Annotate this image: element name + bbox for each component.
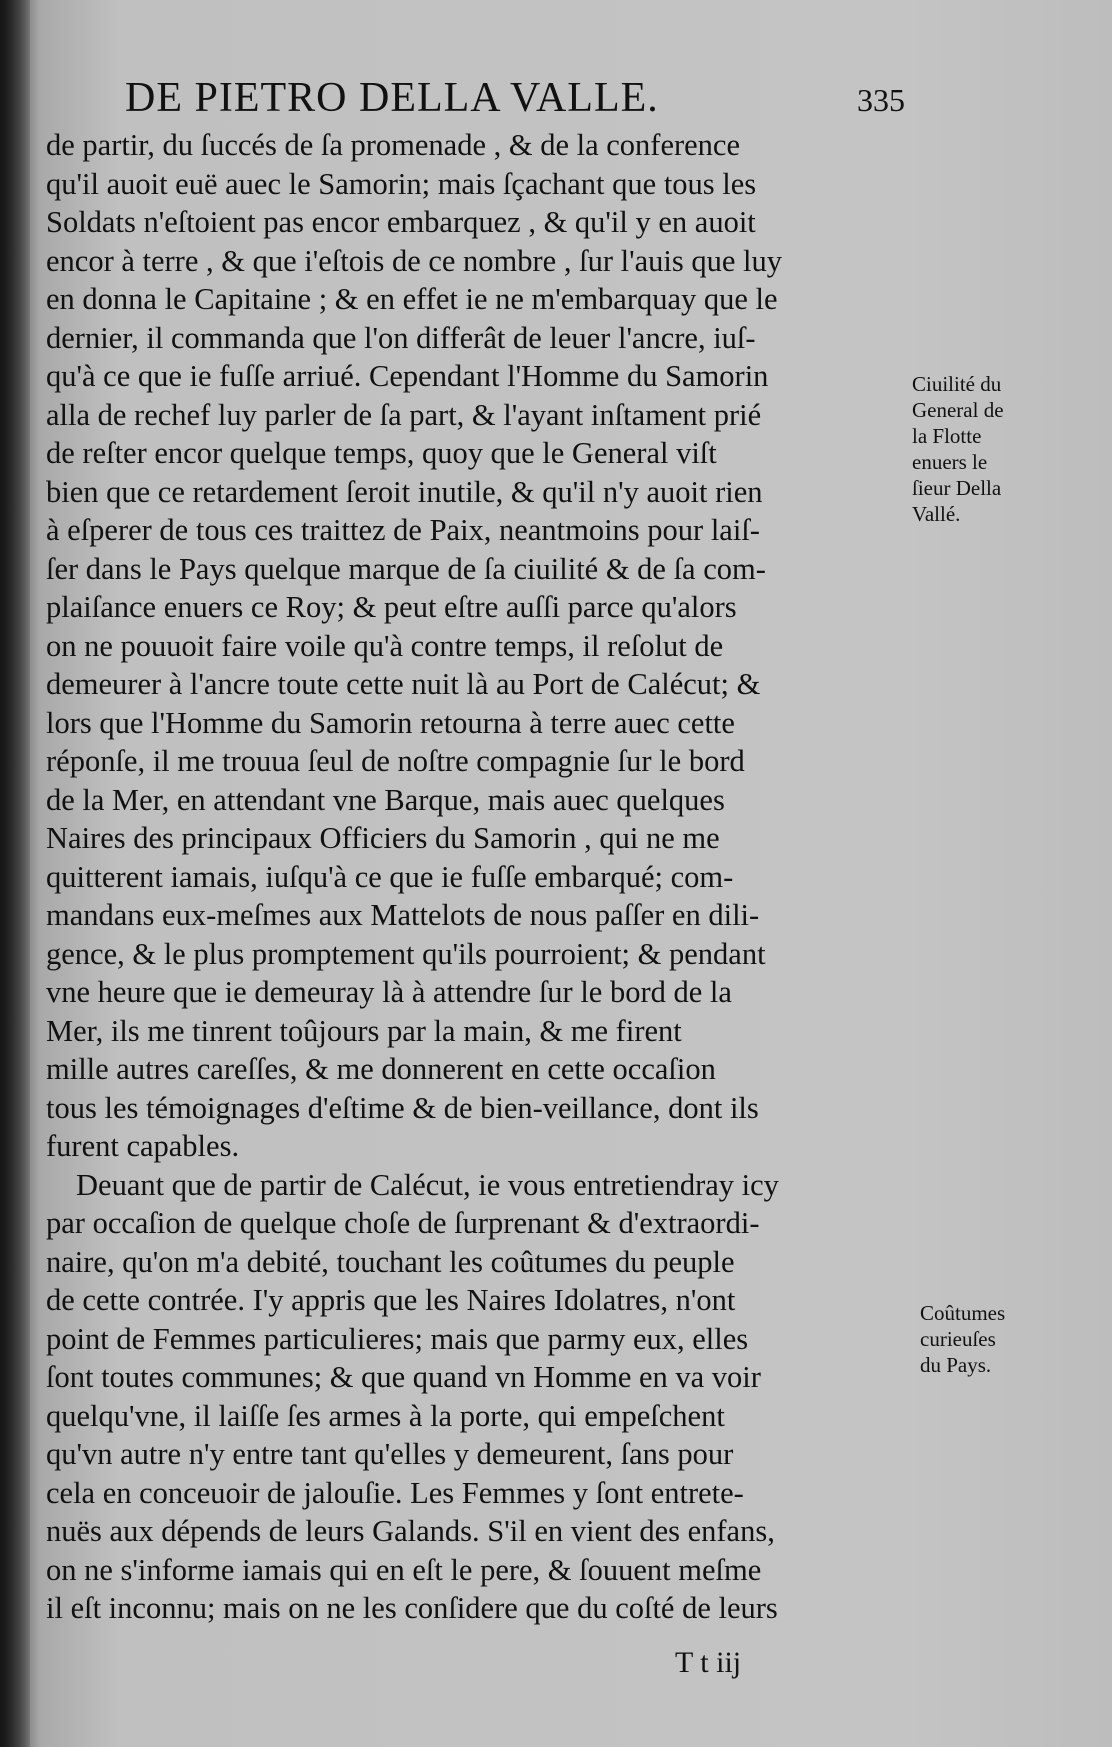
text-line: Soldats n'eſtoient pas encor embarquez , & qu'il y en auoit <box>46 205 756 239</box>
text-line: qu'à ce que ie fuſſe arriué. Cependant l'Homme du Samorin <box>46 359 769 393</box>
page-number: 335 <box>857 82 905 118</box>
text-line: on ne pouuoit faire voile qu'à contre temps, il reſolut de <box>46 628 724 663</box>
text-line: en donna le Capitaine ; & en effet ie ne m'embarquay que le <box>46 282 778 316</box>
text-line: à eſperer de tous ces traittez de Paix, neantmoins pour laiſ- <box>46 513 760 547</box>
text-line: mandans eux-meſmes aux Mattelots de nous paſſer en dili- <box>46 898 760 932</box>
margin-note-line: enuers le <box>912 450 988 474</box>
text-line: encor à terre , & que i'eſtois de ce nombre , ſur l'auis que luy <box>46 243 782 278</box>
text-line: lors que l'Homme du Samorin retourna à terre auec cette <box>46 705 735 740</box>
margin-note-line: curieuſes <box>920 1327 996 1351</box>
text-line: alla de rechef luy parler de ſa part, & l'ayant inſtament prié <box>46 397 762 432</box>
margin-note-line: General de <box>912 398 1004 422</box>
signature-mark: T t iij <box>675 1646 742 1679</box>
text-line: furent capables. <box>46 1129 240 1163</box>
margin-note-line: Ciuilité du <box>912 372 1002 396</box>
text-line: nuës aux dépends de leurs Galands. S'il en vient des enfans, <box>46 1514 775 1548</box>
gutter-shadow <box>0 0 30 1747</box>
text-line: on ne s'informe iamais qui en eſt le pere, & ſouuent meſme <box>46 1552 762 1587</box>
paragraph-start-line: Deuant que de partir de Calécut, ie vous entretiendray icy <box>76 1167 779 1202</box>
text-line: de cette contrée. I'y appris que les Naires Idolatres, n'ont <box>46 1283 736 1317</box>
margin-note-line: la Flotte <box>912 424 982 448</box>
text-line: Mer, ils me tinrent toûjours par la main, & me firent <box>46 1013 682 1048</box>
text-line: quelqu'vne, il laiſſe ſes armes à la porte, qui empeſchent <box>46 1398 725 1433</box>
margin-note-line: du Pays. <box>920 1353 992 1377</box>
text-line: de partir, du ſuccés de ſa promenade , & de la conference <box>46 128 741 162</box>
text-line: Naires des principaux Officiers du Samorin , qui ne me <box>46 821 720 855</box>
text-line: demeurer à l'ancre toute cette nuit là au Port de Calécut; & <box>46 667 761 701</box>
text-line: ſont toutes communes; & que quand vn Homme en va voir <box>46 1360 761 1394</box>
text-line: de reſter encor quelque temps, quoy que le General viſt <box>46 436 717 470</box>
text-line: naire, qu'on m'a debité, touchant les coûtumes du peuple <box>46 1244 735 1279</box>
text-line: gence, & le plus promptement qu'ils pourroient; & pendant <box>46 936 766 971</box>
margin-note-line: Coûtumes <box>920 1301 1006 1325</box>
text-line: par occaſion de quelque choſe de ſurprenant & d'extraordi- <box>46 1206 760 1240</box>
text-line: quitterent iamais, iuſqu'à ce que ie fuſſe embarqué; com- <box>46 859 734 894</box>
text-line: plaiſance enuers ce Roy; & peut eſtre auſſi parce qu'alors <box>46 590 737 624</box>
text-line: vne heure que ie demeuray là à attendre ſur le bord de la <box>46 975 732 1009</box>
margin-note-customs <box>920 1300 1045 1378</box>
text-line: ſer dans le Pays quelque marque de ſa ciuilité & de ſa com- <box>46 551 766 586</box>
margin-note-civility <box>912 371 1037 527</box>
text-line: dernier, il commanda que l'on differât de leuer l'ancre, iuſ- <box>46 320 756 355</box>
text-line: mille autres careſſes, & me donnerent en cette occaſion <box>46 1052 716 1086</box>
text-line: réponſe, il me trouua ſeul de noſtre compagnie ſur le bord <box>46 744 745 778</box>
text-line: qu'vn autre n'y entre tant qu'elles y demeurent, ſans pour <box>46 1437 734 1471</box>
running-title: DE PIETRO DELLA VALLE. <box>125 75 659 121</box>
text-line: bien que ce retardement ſeroit inutile, & qu'il n'y auoit rien <box>46 474 763 509</box>
text-line: de la Mer, en attendant vne Barque, mais auec quelques <box>46 782 725 817</box>
text-line: il eſt inconnu; mais on ne les conſidere que du coſté de leurs <box>46 1591 778 1625</box>
page-header <box>125 74 915 130</box>
margin-note-line: Vallé. <box>912 502 961 526</box>
body-text <box>46 126 911 1628</box>
text-line: tous les témoignages d'eſtime & de bien-veillance, dont ils <box>46 1090 759 1125</box>
text-line: qu'il auoit euë auec le Samorin; mais ſçachant que tous les <box>46 166 757 201</box>
text-line: cela en conceuoir de jalouſie. Les Femmes y ſont entrete- <box>46 1475 744 1510</box>
margin-note-line: ſieur Della <box>912 476 1002 500</box>
text-line: point de Femmes particulieres; mais que parmy eux, elles <box>46 1321 749 1356</box>
